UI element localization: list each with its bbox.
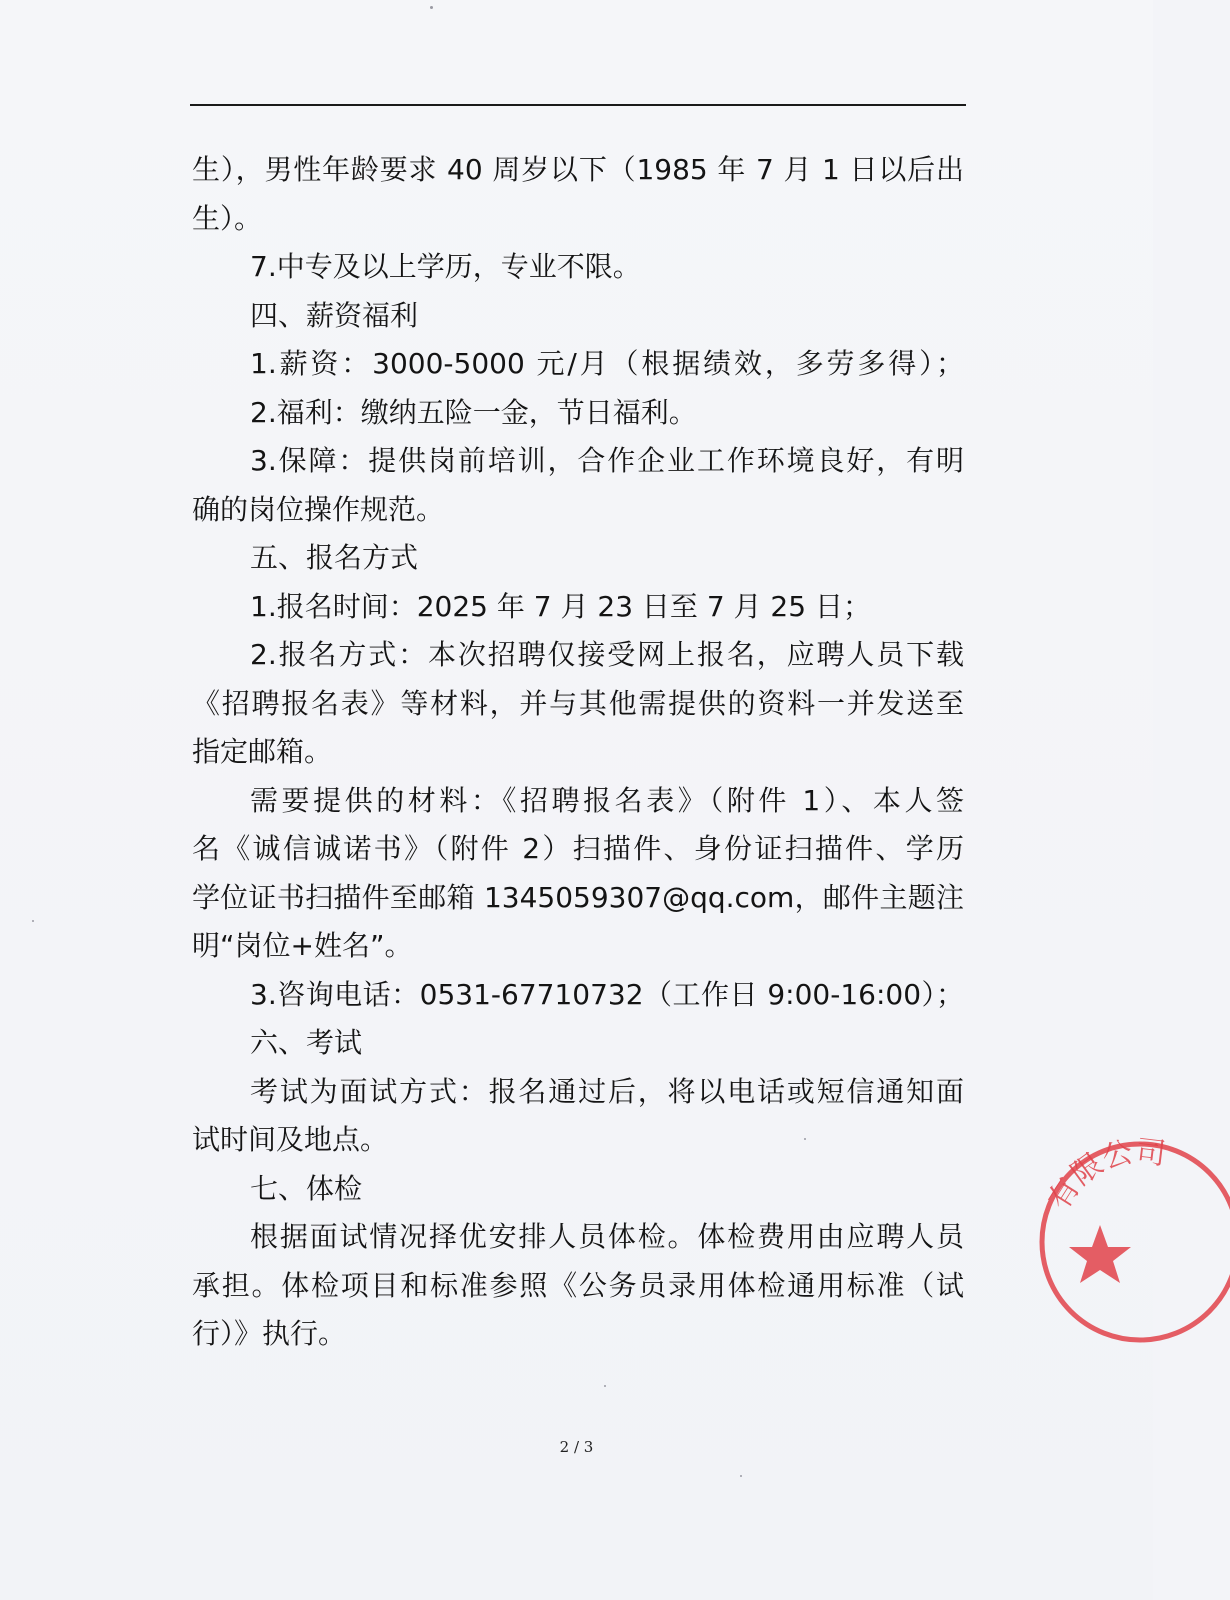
document-line: 五、报名方式 (250, 541, 419, 574)
document-line: 7.中专及以上学历，专业不限。 (250, 250, 641, 283)
document-line: 学位证书扫描件至邮箱 1345059307@qq.com，邮件主题注 (192, 880, 964, 914)
company-seal (1030, 1130, 1230, 1370)
scan-speck (32, 920, 34, 922)
document-line: 明“岗位+姓名”。 (192, 929, 413, 962)
document-line: 生）。 (192, 201, 263, 235)
scan-speck (804, 1138, 806, 1140)
scan-speck (740, 1475, 742, 1477)
document-line: 1.报名时间：2025 年 7 月 23 日至 7 月 25 日； (250, 589, 871, 623)
document-line: 考试为面试方式：报名通过后，将以电话或短信通知面 (250, 1074, 964, 1108)
scan-speck (604, 1385, 606, 1387)
seal-text (1042, 1134, 1168, 1216)
document-line: 1.薪资：3000-5000 元/月（根据绩效，多劳多得）； (250, 347, 964, 380)
document-line: 六、考试 (250, 1026, 363, 1059)
document-line: 确的岗位操作规范。 (192, 492, 445, 526)
document-line: 四、薪资福利 (250, 298, 419, 332)
scan-speck (430, 6, 433, 9)
document-line: 《招聘报名表》等材料，并与其他需提供的资料一并发送至 (192, 686, 964, 720)
document-line: 2.福利：缴纳五险一金，节日福利。 (250, 395, 697, 429)
document-line: 根据面试情况择优安排人员体检。体检费用由应聘人员 (250, 1220, 964, 1253)
header-rule (190, 104, 966, 106)
page-number: 2 / 3 (559, 1438, 594, 1456)
document-line: 七、体检 (250, 1171, 363, 1205)
document-line: 承担。体检项目和标准参照《公务员录用体检通用标准（试 (192, 1268, 964, 1302)
document-line: 名《诚信诚诺书》（附件 2）扫描件、身份证扫描件、学历 (192, 832, 964, 865)
document-body (192, 146, 964, 1359)
document-line: 需要提供的材料：《招聘报名表》（附件 1）、本人签 (250, 783, 964, 817)
document-line: 行）》执行。 (192, 1317, 347, 1350)
seal-text-path: 有限公司 (1041, 1133, 1168, 1217)
document-line: 试时间及地点。 (192, 1123, 389, 1156)
document-line: 指定邮箱。 (192, 735, 333, 768)
document-line: 2.报名方式：本次招聘仅接受网上报名，应聘人员下载 (250, 638, 964, 671)
document-line: 3.保障：提供岗前培训，合作企业工作环境良好，有明 (250, 444, 964, 477)
document-line: 3.咨询电话：0531-67710732（工作日 9:00-16:00）； (250, 977, 964, 1011)
document-line: 生），男性年龄要求 40 周岁以下（1985 年 7 月 1 日以后出 (192, 153, 964, 186)
